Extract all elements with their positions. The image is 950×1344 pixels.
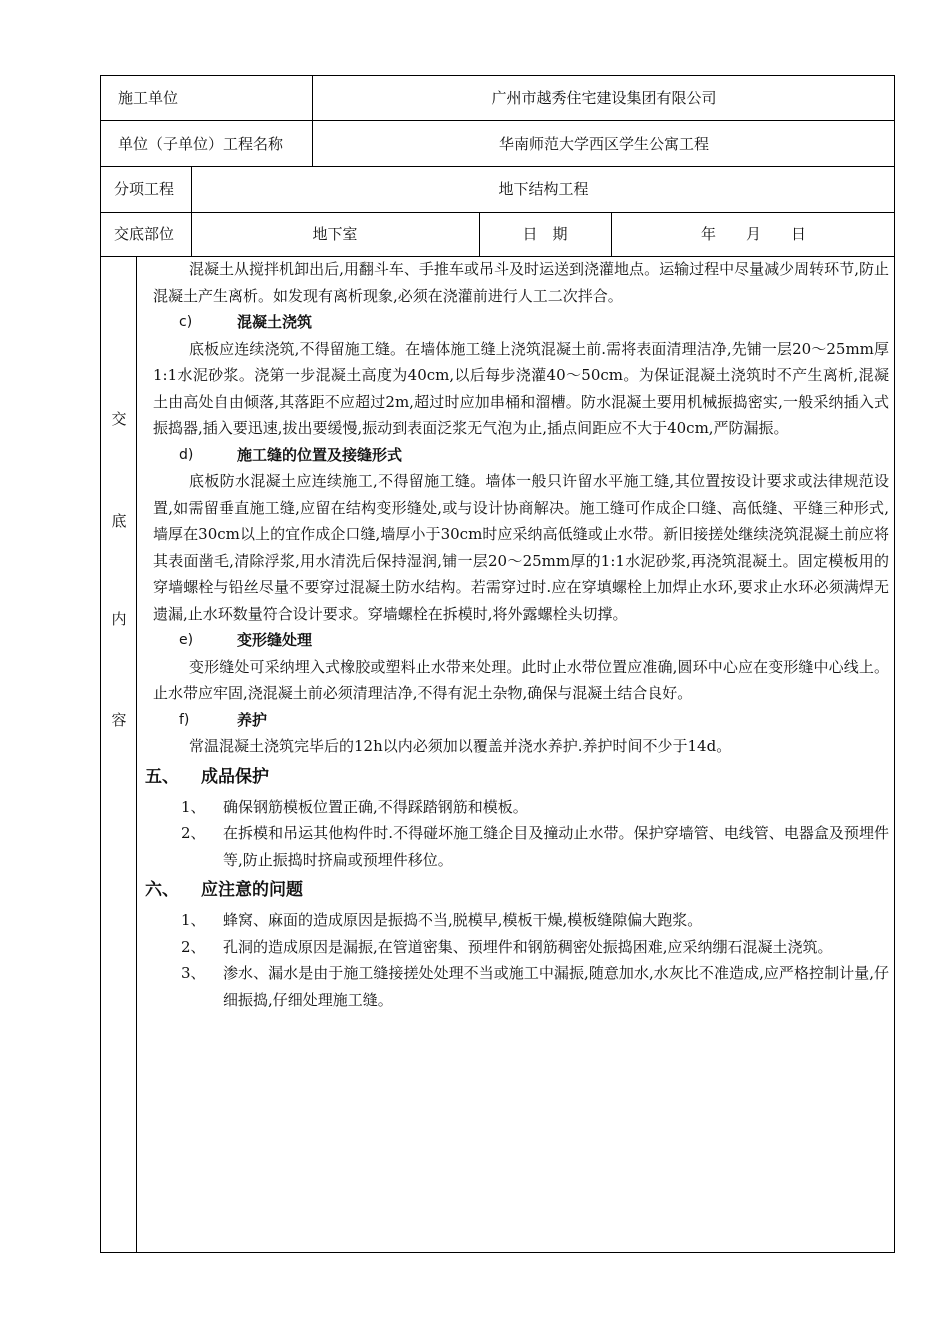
intro-paragraph: 混凝土从搅拌机卸出后,用翻斗车、手推车或吊斗及时运送到浇灌地点。运输过程中尽量减少周转环节,防止混凝土产生离析。如发现有离析现象,必须在浇灌前进行人工二次拌合。 xyxy=(153,260,889,305)
project-label: 单位（子单位）工程名称 xyxy=(118,135,284,153)
section-5-heading xyxy=(145,760,889,794)
subsection-e-text: 变形缝处可采纳埋入式橡胶或塑料止水带来处理。此时止水带位置应准确,圆环中心应在变形缝中心线上。止水带应牢固,浇混凝土前必须清理洁净,不得有泥土杂物,确保与混凝土结合良好。 xyxy=(153,657,889,702)
subitem-value: 地下结构工程 xyxy=(498,180,589,198)
subsection-c-heading xyxy=(153,309,889,336)
row-divider xyxy=(101,166,894,167)
subsection-title: 变形缝处理 xyxy=(237,631,313,649)
side-label-char: 内 xyxy=(111,610,127,628)
row-divider xyxy=(101,212,894,213)
list-item-number: 2、 xyxy=(181,824,206,842)
location-value: 地下室 xyxy=(312,225,358,243)
list-item-number: 3、 xyxy=(181,964,206,982)
subsection-label: d) xyxy=(179,446,194,463)
row-divider xyxy=(101,120,894,121)
disclosure-content xyxy=(145,256,889,1013)
list-item-text: 渗水、漏水是由于施工缝接搓处处理不当或施工中漏振,随意加水,水灰比不准造成,应严格控制计量,仔细振捣,仔细处理施工缝。 xyxy=(223,964,889,1009)
subsection-f-text: 常温混凝土浇筑完毕后的12h以内必须加以覆盖并浇水养护.养护时间不少于14d。 xyxy=(189,737,732,755)
list-item-text: 蜂窝、麻面的造成原因是振捣不当,脱模早,模板干燥,模板缝隙偏大跑浆。 xyxy=(223,911,703,929)
list-item-number: 1、 xyxy=(181,911,206,929)
section-number: 五、 xyxy=(145,766,179,787)
side-label-char: 容 xyxy=(111,711,127,729)
subsection-e-heading xyxy=(153,627,889,654)
subsection-label: c) xyxy=(179,314,193,330)
list-item-number: 1、 xyxy=(181,797,206,816)
subsection-d-heading xyxy=(153,442,889,469)
subsection-title: 施工缝的位置及接缝形式 xyxy=(237,445,403,464)
subitem-label: 分项工程 xyxy=(114,180,175,198)
subsection-d-text: 底板防水混凝土应连续施工,不得留施工缝。墙体一般只许留水平施工缝,其位置按设计要求或法律规范设置,如需留垂直施工缝,应留在结构变形缝处,或与设计协商解决。施工缝可作成企口缝、高低缝、平缝三种形式,墙厚在30cm以上的宜作成企口缝,墙厚小于30cm时应采纳高低缝或止水带。新旧接搓处继续浇筑混凝土前应将其表面凿毛,清除浮浆,用水清洗后保持湿润,铺一层20～25mm厚的1:1水泥砂浆,再浇筑混凝土。固定模板用的穿墙螺栓与铅丝尽量不要穿过混凝土防水结构。若需穿过时.应在穿填螺栓上加焊止水环,要求止水环必须满焊无遗漏,止水环数量符合设计要求。穿墙螺栓在拆模时,将外露螺栓头切撑。 xyxy=(153,472,889,623)
side-label-char: 底 xyxy=(111,512,127,530)
side-label-char: 交 xyxy=(111,410,127,428)
side-divider xyxy=(136,256,137,1252)
date-value: 年 月 日 xyxy=(700,225,806,243)
section-title: 成品保护 xyxy=(201,766,269,787)
list-item-text: 在拆模和吊运其他构件时.不得碰坏施工缝企目及撞动止水带。保护穿墙管、电线管、电器盒及预埋件等,防止振捣时挤扁或预埋件移位。 xyxy=(223,824,889,869)
section-number: 六、 xyxy=(145,880,179,900)
list-item-text: 确保钢筋模板位置正确,不得踩踏钢筋和模板。 xyxy=(223,797,528,816)
subsection-f-heading xyxy=(153,707,889,734)
list-item-text: 孔洞的造成原因是漏振,在管道密集、预埋件和钢筋稠密处振捣困难,应采纳绷石混凝土浇筑。 xyxy=(223,937,833,956)
subsection-title: 混凝土浇筑 xyxy=(237,313,313,331)
list-item xyxy=(153,907,889,934)
list-item xyxy=(153,960,889,1013)
unit-label: 施工单位 xyxy=(118,89,179,107)
list-item xyxy=(153,934,889,961)
location-label: 交底部位 xyxy=(114,225,175,243)
subsection-label: f) xyxy=(179,711,190,728)
section-title: 应注意的问题 xyxy=(201,880,303,900)
disclosure-form xyxy=(100,75,895,1253)
unit-value: 广州市越秀住宅建设集团有限公司 xyxy=(491,89,717,107)
subsection-title: 养护 xyxy=(237,710,268,729)
subsection-c-text: 底板应连续浇筑,不得留施工缝。在墙体施工缝上浇筑混凝土前.需将表面清理洁净,先铺一层20～25mm厚1:1水泥砂浆。浇第一步混凝土高度为40cm,以后每步浇灌40～50cm。为保证混凝土浇筑时不产生离析,混凝土由高处自由倾落,其落距不应超过2m,超过时应加串桶和溜槽。防水混凝土要用机械振捣密实,一般采纳插入式振捣器,插入要迅速,拔出要缓慢,振动到表面泛浆无气泡为止,插点间距应不大于40cm,严防漏振。 xyxy=(153,339,889,437)
list-item-number: 2、 xyxy=(181,937,206,956)
date-label: 日 期 xyxy=(522,225,568,243)
subsection-label: e) xyxy=(179,632,194,648)
list-item xyxy=(153,794,889,821)
section-6-heading xyxy=(145,873,889,907)
list-item xyxy=(153,820,889,873)
project-value: 华南师范大学西区学生公寓工程 xyxy=(498,135,709,153)
